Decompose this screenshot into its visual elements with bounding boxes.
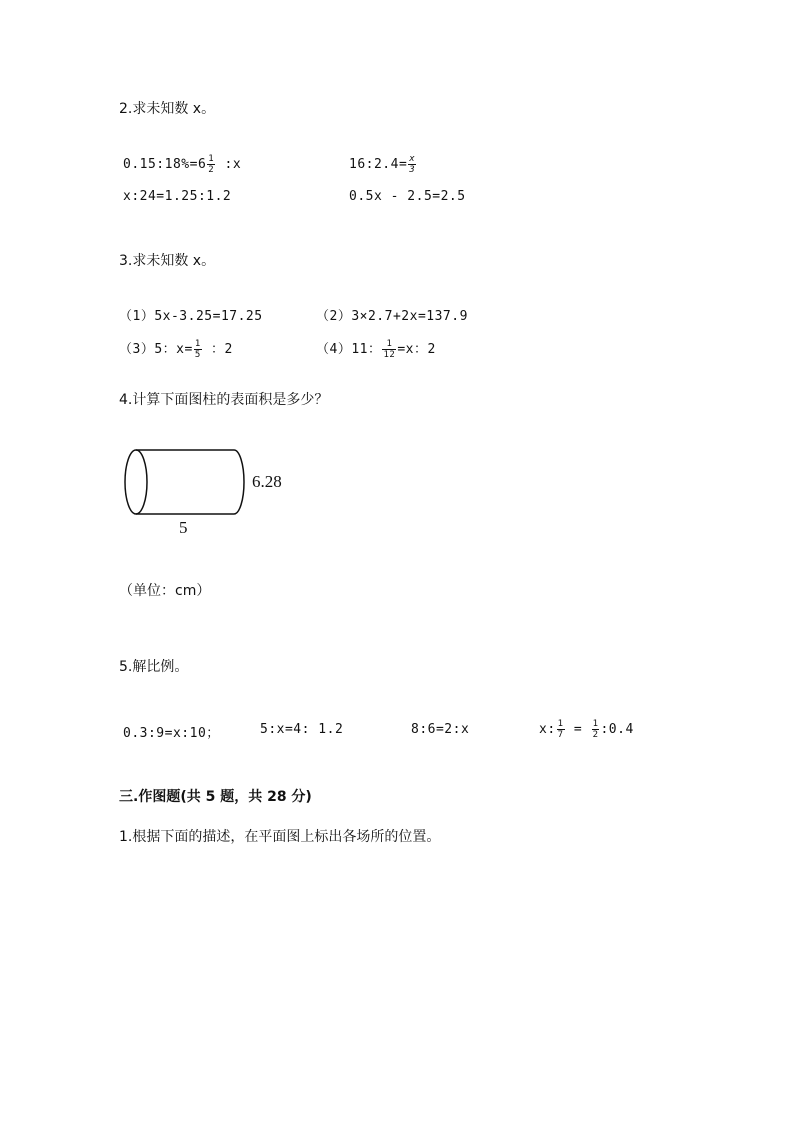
fraction-numerator: 1: [382, 339, 396, 350]
fraction-numerator: 1: [208, 154, 215, 164]
fraction-denominator: 7: [557, 730, 564, 740]
fraction: [557, 719, 565, 740]
fraction-denominator: 2: [208, 165, 215, 175]
q5-proportion-4: [539, 719, 634, 740]
q2-title: 2.求未知数 x。: [119, 101, 216, 117]
fraction: [592, 719, 600, 740]
eq-text: =: [565, 722, 591, 737]
fraction-numerator: 1: [592, 719, 599, 729]
q5-proportion-1: 0.3:9=x:10；: [123, 726, 220, 741]
fraction-numerator: 1: [557, 719, 564, 729]
fraction: [194, 339, 202, 360]
eq-text: 0.15:18%=6: [123, 157, 207, 172]
fraction: [207, 154, 215, 175]
q5-proportion-2: 5:x=4: 1.2: [260, 722, 344, 737]
cylinder-diameter-label: 6.28: [252, 472, 282, 491]
q2-equation-2: [349, 154, 417, 175]
q3-item-4: [316, 338, 436, 360]
section-3-question-1: 1.根据下面的描述，在平面图上标出各场所的位置。: [119, 829, 441, 845]
section-3-heading: 三.作图题(共 5 题，共 28 分): [119, 789, 312, 805]
fraction-denominator: 3: [409, 165, 416, 175]
eq-text: （4）11：: [316, 342, 382, 357]
fraction-numerator: x: [409, 154, 416, 164]
eq-text: x:: [539, 722, 556, 737]
fraction-denominator: 5: [194, 350, 201, 360]
q2-equation-1: [123, 154, 241, 175]
q3-item-1: （1）5x-3.25=17.25: [119, 309, 263, 324]
q3-item-2: （2）3×2.7+2x=137.9: [316, 309, 468, 324]
eq-text: （3）5：x=: [119, 342, 193, 357]
eq-text: ：2: [202, 342, 233, 357]
fraction-denominator: 2: [592, 730, 599, 740]
cylinder-length-label: 5: [179, 518, 188, 537]
q2-equation-4: 0.5x - 2.5=2.5: [349, 189, 466, 204]
eq-text: =x：2: [397, 342, 436, 357]
q3-title: 3.求未知数 x。: [119, 253, 216, 269]
eq-text: 16:2.4=: [349, 157, 408, 172]
eq-text: :x: [216, 157, 242, 172]
cylinder-figure: [120, 445, 255, 521]
fraction: [382, 339, 396, 360]
fraction-denominator: 12: [383, 350, 396, 360]
q2-equation-3: x:24=1.25:1.2: [123, 189, 232, 204]
fraction-numerator: 1: [194, 339, 201, 349]
q4-unit-note: （单位：cm）: [119, 583, 211, 599]
fraction: [408, 154, 416, 175]
q4-title: 4.计算下面图柱的表面积是多少？: [119, 392, 329, 408]
q3-item-3: [119, 338, 233, 360]
q5-proportion-3: 8:6=2:x: [411, 722, 470, 737]
q5-title: 5.解比例。: [119, 659, 189, 675]
eq-text: :0.4: [600, 722, 634, 737]
